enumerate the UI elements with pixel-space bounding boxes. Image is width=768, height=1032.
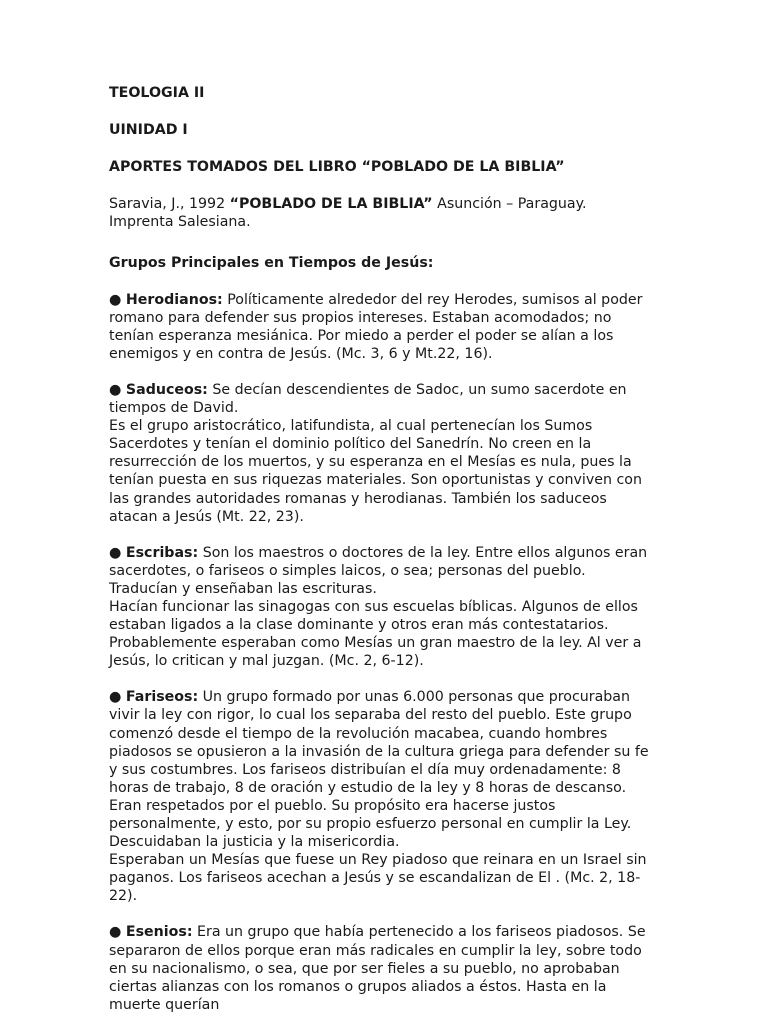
- group-text: Un grupo formado por unas 6.000 personas que procuraban vivir la ley con rigor, lo cual los separaba del resto del pueblo. Este grupo comenzó desde el tiempo de la revolución macabea, cuando hombres piadosos se opusieron a la invasión de la cultura griega para defender su fe y sus costumbres. Los fariseos distribuían el día muy ordenadamente: 8 horas de trabajo, 8 de oración y estudio de la ley y 8 horas de descanso.: [109, 689, 649, 796]
- group-esenios: [109, 923, 654, 1013]
- group-paragraph: [109, 381, 654, 417]
- unit-heading: UINIDAD I: [109, 122, 188, 139]
- group-paragraph: [109, 923, 654, 1013]
- group-paragraph: [109, 544, 654, 598]
- group-herodianos: [109, 291, 654, 363]
- group-escribas: [109, 544, 654, 671]
- bullet-icon: ●: [109, 924, 122, 941]
- group-paragraph: Hacían funcionar las sinagogas con sus escuelas bíblicas. Algunos de ellos estaban ligados a la clase dominante y otros eran más contestatarios. Probablemente esperaban como Mesías un gran maestro de la ley. Al ver a Jesús, lo critican y mal juzgan. (Mc. 2, 6-12).: [109, 598, 642, 670]
- group-fariseos: [109, 688, 654, 905]
- group-name: Escribas:: [125, 544, 199, 561]
- group-paragraph: [109, 291, 654, 363]
- group-text: Son los maestros o doctores de la ley. Entre ellos algunos eran sacerdotes, o fariseos o simples laicos, o sea; personas del pueblo. Traducían y enseñaban las escrituras.: [109, 544, 648, 597]
- document-page: [109, 84, 654, 1032]
- group-paragraph: Esperaban un Mesías que fuese un Rey piadoso que reinara en un Israel sin paganos. Los fariseos acechan a Jesús y se escandalizan de El . (Mc. 2, 18-22).: [109, 852, 647, 905]
- group-saduceos: [109, 381, 654, 526]
- group-paragraph: Eran respetados por el pueblo. Su propósito era hacerse justos personalmente, y esto, por su propio esfuerzo personal en cumplir la Ley. Descuidaban la justicia y la misericordia.: [109, 797, 632, 851]
- citation-book-title: “POBLADO DE LA BIBLIA”: [229, 196, 433, 213]
- contributions-heading: APORTES TOMADOS DEL LIBRO “POBLADO DE LA BIBLIA”: [109, 159, 565, 176]
- group-name: Esenios:: [125, 924, 193, 941]
- group-text: Era un grupo que había pertenecido a los fariseos piadosos. Se separaron de ellos porque eran más radicales en cumplir la ley, sobre todo en su nacionalismo, o sea, que por ser fieles a su pueblo, no aprobaban ciertas alianzas con los romanos o grupos aliados a éstos. Hasta en la muerte querían: [109, 924, 646, 1013]
- group-paragraph: Es el grupo aristocrático, latifundista, al cual pertenecían los Sumos Sacerdotes y tenían el dominio político del Sanedrín. No creen en la resurrección de los muertos, y su esperanza en el Mesías es nula, pues la tenían puesta en sus riquezas materiales. Son oportunistas y conviven con las grandes autoridades romanas y herodianas. También los saduceos atacan a Jesús (Mt. 22, 23).: [109, 418, 642, 525]
- citation-publisher: Asunción – Paraguay. Imprenta Salesiana.: [109, 196, 587, 231]
- groups-list: [109, 291, 654, 1014]
- citation: [109, 195, 654, 231]
- bullet-icon: ●: [109, 291, 122, 308]
- bullet-icon: ●: [109, 544, 122, 561]
- group-name: Herodianos:: [125, 291, 223, 308]
- bullet-icon: ●: [109, 381, 122, 398]
- group-text: Se decían descendientes de Sadoc, un sumo sacerdote en tiempos de David.: [109, 381, 627, 417]
- group-name: Fariseos:: [125, 689, 199, 706]
- section-title: Grupos Principales en Tiempos de Jesús:: [109, 255, 434, 272]
- group-paragraph: [109, 688, 654, 797]
- citation-author-year: Saravia, J., 1992: [109, 196, 226, 213]
- course-heading: TEOLOGIA II: [109, 85, 205, 101]
- group-name: Saduceos:: [125, 381, 208, 398]
- bullet-icon: ●: [109, 689, 122, 706]
- group-text: Políticamente alrededor del rey Herodes, sumisos al poder romano para defender sus propios intereses. Estaban acomodados; no tenían esperanza mesiánica. Por miedo a perder el poder se alían a los enemigos y en contra de Jesús. (Mc. 3, 6 y Mt.22, 16).: [109, 291, 643, 362]
